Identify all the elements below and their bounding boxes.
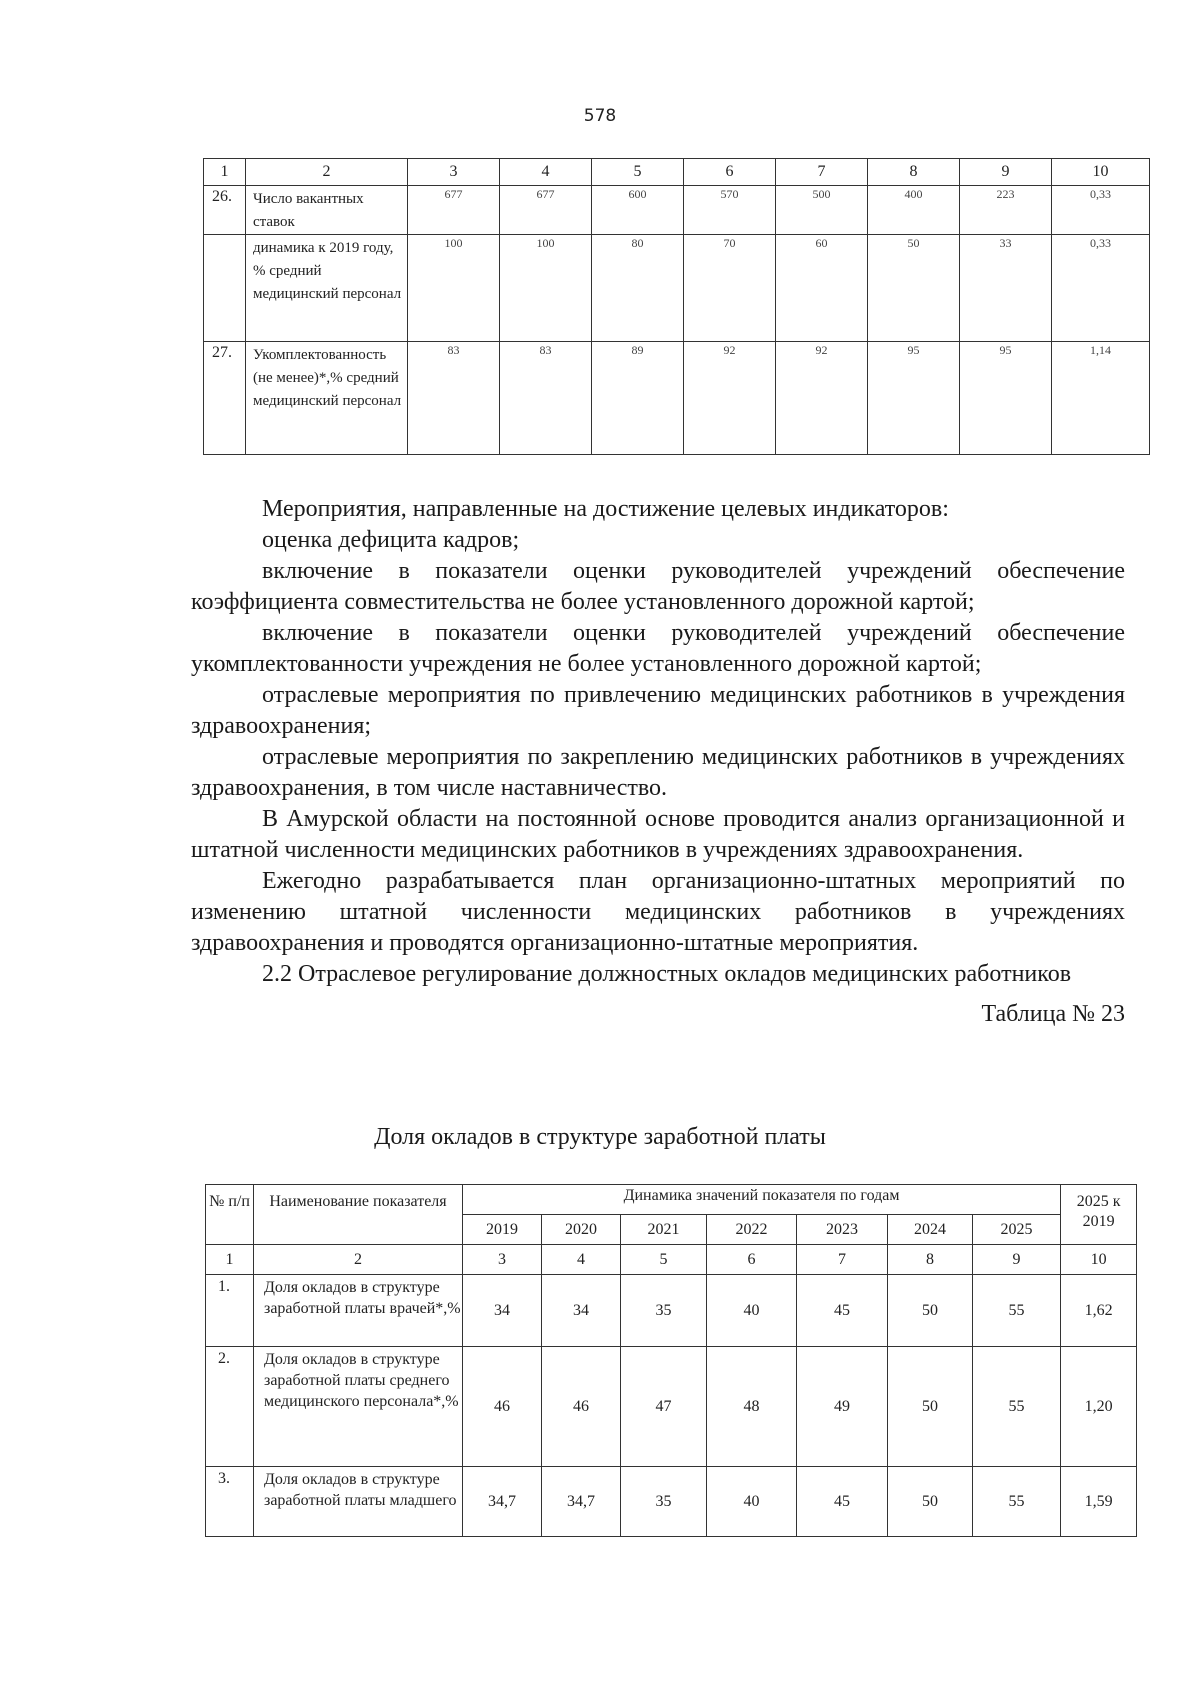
year-header: 2021 xyxy=(621,1215,707,1245)
year-header: 2020 xyxy=(542,1215,621,1245)
index-cell: 2 xyxy=(254,1245,463,1275)
col-name-header: Наименование показателя xyxy=(254,1185,463,1245)
table1-header-cell: 4 xyxy=(500,159,592,186)
value-cell: 47 xyxy=(621,1347,707,1467)
value-cell: 100 xyxy=(408,235,500,342)
row-number: 2. xyxy=(206,1347,254,1467)
table1-header-cell: 2 xyxy=(246,159,408,186)
value-cell: 0,33 xyxy=(1052,235,1150,342)
value-cell: 600 xyxy=(592,186,684,235)
value-cell: 55 xyxy=(973,1347,1061,1467)
row-name: Доля окладов в структуре заработной платы врачей*,% xyxy=(254,1275,463,1347)
row-name: Укомплектованность (не менее)*,% средний медицинский персонал xyxy=(246,342,408,455)
value-cell: 55 xyxy=(973,1467,1061,1537)
index-cell: 7 xyxy=(797,1245,888,1275)
value-cell: 45 xyxy=(797,1275,888,1347)
value-cell: 677 xyxy=(408,186,500,235)
value-cell: 46 xyxy=(463,1347,542,1467)
index-cell: 9 xyxy=(973,1245,1061,1275)
index-cell: 1 xyxy=(206,1245,254,1275)
table1-header-cell: 3 xyxy=(408,159,500,186)
value-cell: 40 xyxy=(707,1467,797,1537)
index-cell: 4 xyxy=(542,1245,621,1275)
section-heading: 2.2 Отраслевое регулирование должностных окладов медицинских работников xyxy=(262,961,1072,987)
vacancy-table xyxy=(203,158,1150,455)
value-cell: 95 xyxy=(868,342,960,455)
value-cell: 400 xyxy=(868,186,960,235)
value-cell: 35 xyxy=(621,1275,707,1347)
index-cell: 5 xyxy=(621,1245,707,1275)
table1-header-cell: 1 xyxy=(204,159,246,186)
value-cell: 80 xyxy=(592,235,684,342)
value-cell: 92 xyxy=(776,342,868,455)
value-cell: 45 xyxy=(797,1467,888,1537)
row-name: Доля окладов в структуре заработной платы среднего медицинского персонала*,% xyxy=(254,1347,463,1467)
table2-index-row xyxy=(206,1245,1137,1275)
value-cell: 100 xyxy=(500,235,592,342)
value-cell: 50 xyxy=(868,235,960,342)
value-cell: 83 xyxy=(408,342,500,455)
table-row xyxy=(204,342,1150,455)
body-text xyxy=(191,494,1125,1030)
value-cell: 50 xyxy=(888,1467,973,1537)
row-name: динамика к 2019 году, % средний медицинский персонал xyxy=(246,235,408,342)
index-cell: 6 xyxy=(707,1245,797,1275)
value-cell: 34,7 xyxy=(463,1467,542,1537)
value-cell: 34,7 xyxy=(542,1467,621,1537)
value-cell: 95 xyxy=(960,342,1052,455)
paragraph: включение в показатели оценки руководителей учреждений обеспечение укомплектованности учреждения не более установленного дорожной картой; xyxy=(191,620,1125,677)
value-cell: 1,20 xyxy=(1061,1347,1137,1467)
row-number: 1. xyxy=(206,1275,254,1347)
row-number: 27. xyxy=(204,342,246,455)
index-cell: 10 xyxy=(1061,1245,1137,1275)
table1-header-cell: 10 xyxy=(1052,159,1150,186)
value-cell: 500 xyxy=(776,186,868,235)
table2-header-row xyxy=(206,1185,1137,1215)
salary-share-table xyxy=(205,1184,1137,1537)
year-header: 2019 xyxy=(463,1215,542,1245)
paragraph: оценка дефицита кадров; xyxy=(262,527,520,553)
value-cell: 92 xyxy=(684,342,776,455)
table-row xyxy=(204,235,1150,342)
value-cell: 34 xyxy=(463,1275,542,1347)
row-name: Число вакантных ставок xyxy=(246,186,408,235)
value-cell: 50 xyxy=(888,1275,973,1347)
value-cell: 223 xyxy=(960,186,1052,235)
table1-header-cell: 6 xyxy=(684,159,776,186)
paragraph: отраслевые мероприятия по закреплению медицинских работников в учреждениях здравоохранения, в том числе наставничество. xyxy=(191,744,1125,801)
value-cell: 1,59 xyxy=(1061,1467,1137,1537)
value-cell: 89 xyxy=(592,342,684,455)
index-cell: 8 xyxy=(888,1245,973,1275)
row-number: 3. xyxy=(206,1467,254,1537)
row-number: 26. xyxy=(204,186,246,235)
table-row xyxy=(206,1467,1137,1537)
value-cell: 70 xyxy=(684,235,776,342)
row-number xyxy=(204,235,246,342)
table1-header-cell: 8 xyxy=(868,159,960,186)
value-cell: 40 xyxy=(707,1275,797,1347)
value-cell: 570 xyxy=(684,186,776,235)
year-header: 2025 xyxy=(973,1215,1061,1245)
paragraph: Ежегодно разрабатывается план организационно-штатных мероприятий по изменению штатной численности медицинских работников в учреждениях здравоохранения и проводятся организационно-штатные мероприятия. xyxy=(191,868,1125,956)
paragraph: включение в показатели оценки руководителей учреждений обеспечение коэффициента совместительства не более установленного дорожной картой; xyxy=(191,558,1125,615)
value-cell: 50 xyxy=(888,1347,973,1467)
col-num-header: № п/п xyxy=(206,1185,254,1245)
year-header: 2023 xyxy=(797,1215,888,1245)
paragraph: Мероприятия, направленные на достижение целевых индикаторов: xyxy=(262,496,949,522)
paragraph: отраслевые мероприятия по привлечению медицинских работников в учреждения здравоохранения; xyxy=(191,682,1125,739)
value-cell: 33 xyxy=(960,235,1052,342)
value-cell: 1,62 xyxy=(1061,1275,1137,1347)
col-ratio-header: 2025 к 2019 xyxy=(1061,1185,1137,1245)
value-cell: 0,33 xyxy=(1052,186,1150,235)
value-cell: 46 xyxy=(542,1347,621,1467)
year-header: 2022 xyxy=(707,1215,797,1245)
value-cell: 60 xyxy=(776,235,868,342)
table1-header-cell: 9 xyxy=(960,159,1052,186)
table-row xyxy=(204,186,1150,235)
table1-header-row xyxy=(204,159,1150,186)
paragraph: В Амурской области на постоянной основе проводится анализ организационной и штатной численности медицинских работников в учреждениях здравоохранения. xyxy=(191,806,1125,863)
table-label: Таблица № 23 xyxy=(981,1001,1125,1027)
value-cell: 49 xyxy=(797,1347,888,1467)
year-header: 2024 xyxy=(888,1215,973,1245)
index-cell: 3 xyxy=(463,1245,542,1275)
row-name: Доля окладов в структуре заработной платы младшего xyxy=(254,1467,463,1537)
value-cell: 677 xyxy=(500,186,592,235)
table-row xyxy=(206,1347,1137,1467)
table-row xyxy=(206,1275,1137,1347)
years-group-header: Динамика значений показателя по годам xyxy=(463,1185,1061,1215)
value-cell: 55 xyxy=(973,1275,1061,1347)
value-cell: 34 xyxy=(542,1275,621,1347)
value-cell: 1,14 xyxy=(1052,342,1150,455)
value-cell: 83 xyxy=(500,342,592,455)
table-title: Доля окладов в структуре заработной платы xyxy=(374,1124,826,1150)
value-cell: 48 xyxy=(707,1347,797,1467)
table1-header-cell: 7 xyxy=(776,159,868,186)
page-number: 578 xyxy=(583,106,617,126)
table1-header-cell: 5 xyxy=(592,159,684,186)
value-cell: 35 xyxy=(621,1467,707,1537)
